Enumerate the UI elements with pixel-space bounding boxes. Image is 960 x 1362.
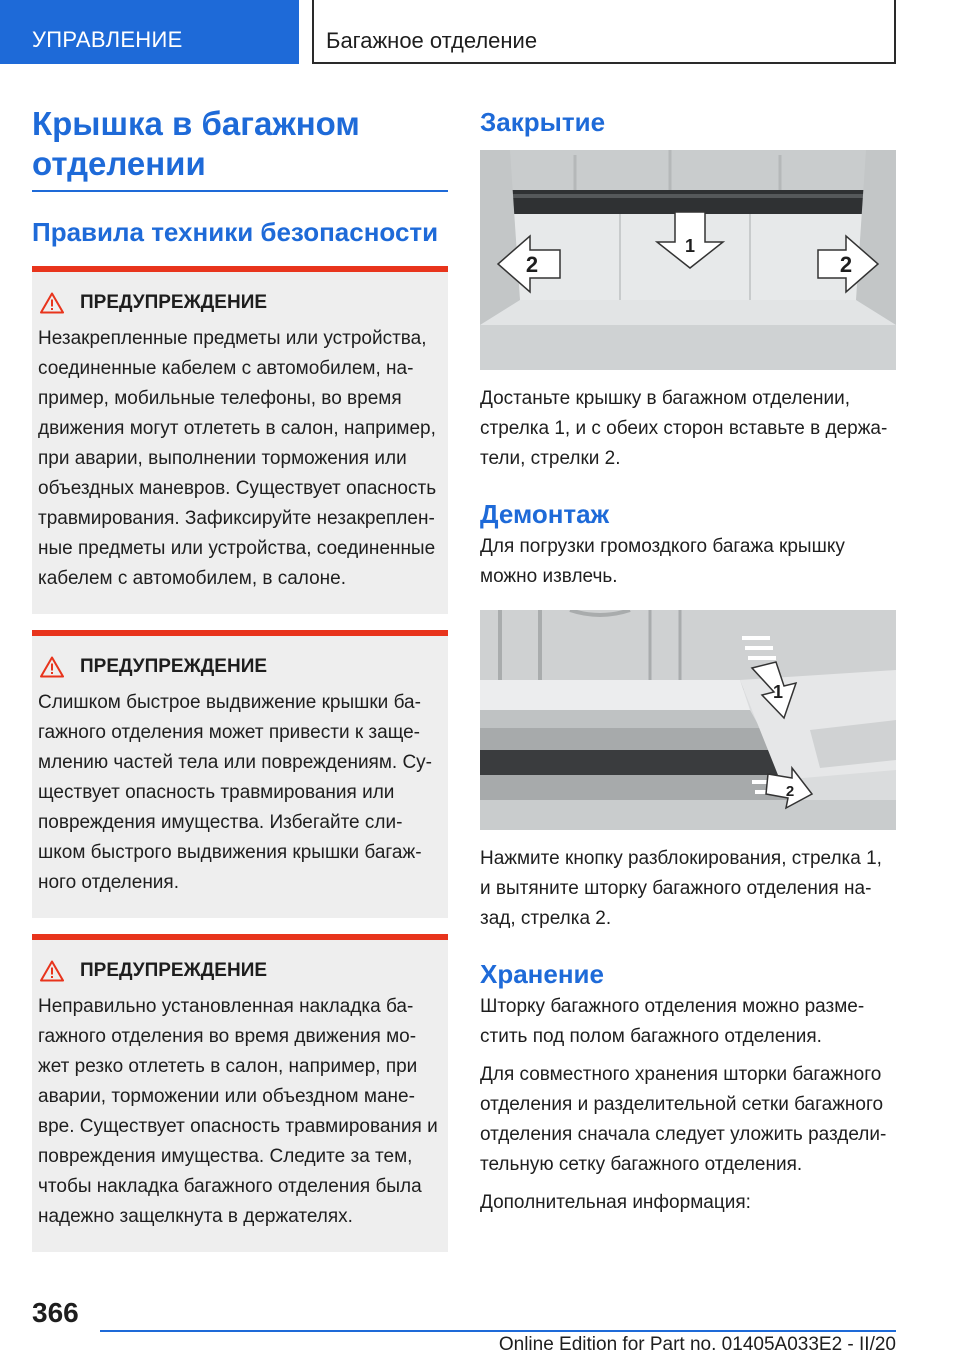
- warning-triangle-icon: [40, 960, 64, 982]
- arrow-2-label: 2: [785, 783, 795, 800]
- storage-paragraph-1: Шторку багажного отделения можно разме- стить под полом багажного отделения.: [480, 996, 865, 1047]
- closing-caption: Достаньте крышку в багажном отделении, стрелка 1, и с обеих сторон вставьте в держа- тели, стрелки 2.: [480, 388, 888, 469]
- header-section: УПРАВЛЕНИЕ: [0, 0, 299, 64]
- warning-text: Незакрепленные предметы или устройства, соединенные кабелем с автомобилем, на- пример, мобильные телефоны, во время движения могут отлететь в салон, например, при аварии, выполнении торможения или объездных маневров. Существует опасность травмирования. Зафиксируйте незакреплен- ные предметы или устройства, соединенные кабелем с автомобилем, в салоне.: [38, 328, 437, 589]
- storage-paragraph-2: Для совместного хранения шторки багажного отделения и разделительной сетки багажного отделения сначала следует уложить раздели- тельную сетку багажного отделения.: [480, 1064, 887, 1175]
- warning-box: [32, 934, 448, 1252]
- warning-box: [32, 630, 448, 918]
- header-chapter: Багажное отделение: [312, 0, 896, 64]
- warning-label: ПРЕДУПРЕЖДЕНИЕ: [80, 960, 268, 981]
- left-column: [32, 104, 448, 1252]
- warning-header: [38, 652, 442, 682]
- arrow-1-label: 1: [684, 236, 696, 256]
- storage-heading: Хранение: [480, 959, 604, 989]
- removal-caption: Нажмите кнопку разблокирования, стрелка 1, и вытяните шторку багажного отделения на- зад, стрелка 2.: [480, 848, 882, 929]
- warning-header: [38, 956, 442, 986]
- warning-triangle-icon: [40, 656, 64, 678]
- arrow-2-left-label: 2: [525, 252, 539, 277]
- page-number: 366: [32, 1297, 79, 1328]
- safety-heading: Правила техники безопасности: [32, 217, 439, 247]
- removal-intro: Для погрузки громоздкого багажа крышку можно извлечь.: [480, 536, 845, 587]
- cargo-cover-install-figure: [480, 150, 896, 370]
- cargo-cover-removal-figure: [480, 610, 896, 830]
- warning-text: Слишком быстрое выдвижение крышки ба- гажного отделения может привести к заще- млению частей тела или повреждениям. Су- ществует опасность травмирования или повреждения имущества. Избегайте сли- шком быстрого выдвижения крышки багаж- ного отделения.: [38, 692, 433, 893]
- warning-label: ПРЕДУПРЕЖДЕНИЕ: [80, 292, 268, 313]
- arrow-2-right-label: 2: [839, 252, 853, 277]
- footer-divider: [100, 1330, 896, 1332]
- warning-header: [38, 288, 442, 318]
- warning-triangle-icon: [40, 292, 64, 314]
- removal-heading: Демонтаж: [480, 499, 610, 529]
- edition-note: Online Edition for Part no. 01405A033E2 - II/20: [498, 1334, 896, 1355]
- right-column: [480, 104, 896, 1218]
- warning-box: [32, 266, 448, 614]
- warning-text: Неправильно установленная накладка ба- гажного отделения во время движения мо- жет резко отлететь в салон, например, при аварии, торможении или объездном мане- вре. Существует опасность травмирования и повреждения имущества. Следите за тем, чтобы накладка багажного отделения была надежно защелкнута в держателях.: [38, 996, 438, 1227]
- storage-paragraph-3: Дополнительная информация:: [480, 1192, 751, 1213]
- page-title: Крышка в багажном отделении: [32, 104, 448, 192]
- warning-label: ПРЕДУПРЕЖДЕНИЕ: [80, 656, 268, 677]
- arrow-1-label: 1: [772, 682, 784, 702]
- closing-heading: Закрытие: [480, 107, 606, 137]
